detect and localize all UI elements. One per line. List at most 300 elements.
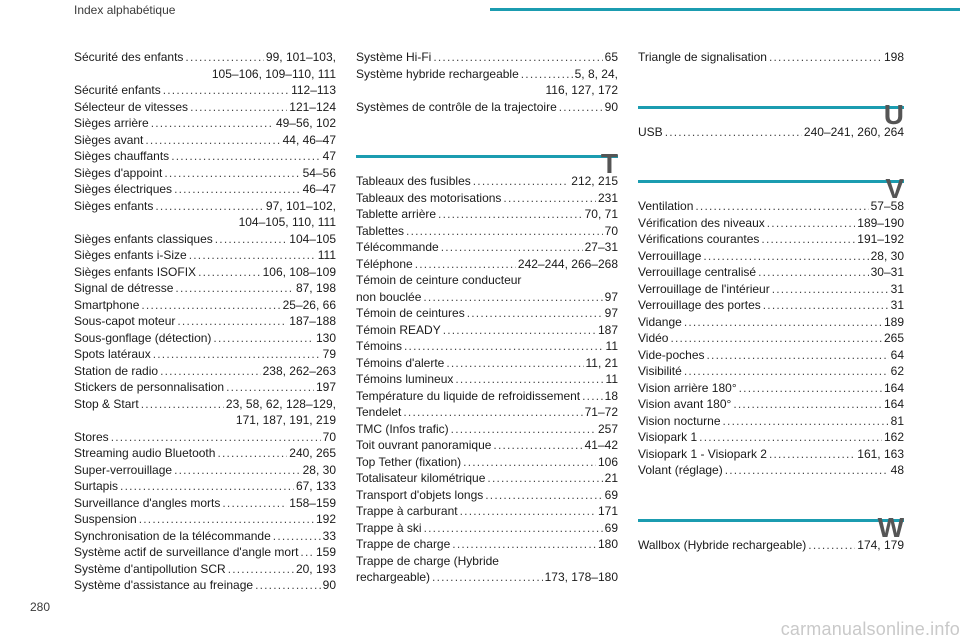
page-number: 280 xyxy=(30,600,51,614)
index-entry-line xyxy=(638,380,904,397)
index-entry xyxy=(356,239,618,256)
index-entry xyxy=(356,305,618,322)
index-entry-line xyxy=(356,470,618,487)
index-entry-line xyxy=(74,49,336,66)
index-entry-term: Triangle de signalisation xyxy=(638,50,767,64)
index-entry-pages[interactable]: 189–190 xyxy=(857,215,904,230)
index-entry-term: Sièges avant xyxy=(74,132,144,147)
index-entry xyxy=(74,462,336,479)
index-entry-line xyxy=(74,264,336,281)
index-entry xyxy=(638,231,904,248)
index-entry-line xyxy=(356,520,618,537)
index-entry xyxy=(356,173,618,190)
dot-leader xyxy=(739,380,882,397)
index-entry-line xyxy=(638,446,904,463)
index-entry-term: Sièges d'appoint xyxy=(74,165,163,180)
index-entry-pages[interactable]: 191–192 xyxy=(857,232,904,246)
index-entry-term: Top Tether (fixation) xyxy=(356,454,462,469)
index-entry-line xyxy=(356,437,618,454)
index-entry-line xyxy=(638,49,904,66)
index-entry xyxy=(356,454,618,471)
index-entry-pages[interactable]: 192 xyxy=(315,512,336,526)
dot-leader xyxy=(155,198,264,215)
dot-leader xyxy=(145,132,280,149)
index-entry-line xyxy=(74,247,336,264)
index-entry-line xyxy=(638,124,904,141)
index-entry xyxy=(638,429,904,446)
index-entry-line xyxy=(356,388,618,405)
index-entry xyxy=(74,313,336,330)
index-entry-pages[interactable]: 47 xyxy=(322,149,336,163)
index-entry-line xyxy=(638,281,904,298)
index-entry xyxy=(356,388,618,405)
dot-leader xyxy=(733,396,882,413)
index-entry-pages[interactable]: 44, 46–47 xyxy=(282,132,336,147)
index-entry-line xyxy=(356,99,618,116)
index-entry-line xyxy=(74,495,336,512)
index-entry-term: USB xyxy=(638,124,663,139)
index-entry-line xyxy=(356,66,618,83)
dot-leader xyxy=(703,248,868,265)
index-entry-term: Vision nocturne xyxy=(638,413,721,428)
index-entry-term: non bouclée xyxy=(356,289,422,304)
index-entry xyxy=(74,429,336,446)
index-entry-pages[interactable]: 69 xyxy=(604,520,618,535)
index-entry xyxy=(356,49,618,66)
dot-leader xyxy=(111,429,321,446)
dot-leader xyxy=(670,330,881,347)
index-entry-pages[interactable]: 71–72 xyxy=(584,405,618,419)
index-entry-term: Témoins d'alerte xyxy=(356,355,445,370)
header-accent-bar xyxy=(490,8,960,11)
index-entry-term: Sièges arrière xyxy=(74,116,149,130)
index-entry-line xyxy=(638,413,904,430)
index-entry xyxy=(638,248,904,265)
section-t xyxy=(356,115,618,586)
index-entry-term: Système hybride rechargeable xyxy=(356,66,519,81)
index-entry-line xyxy=(74,297,336,314)
index-entry-pages[interactable]: 25–26, 66 xyxy=(282,297,336,312)
dot-leader xyxy=(185,49,264,66)
dot-leader xyxy=(559,99,603,116)
index-entry-pages[interactable]: 212, 215 xyxy=(571,174,618,188)
index-entry-pages[interactable]: 97 xyxy=(604,289,618,304)
index-entry-pages[interactable]: 30–31 xyxy=(870,265,904,279)
index-column-3 xyxy=(638,49,904,553)
index-entry-line xyxy=(74,280,336,297)
index-entry-line xyxy=(638,248,904,265)
index-entry xyxy=(356,355,618,372)
index-entry-pages[interactable]: 164 xyxy=(883,397,904,411)
index-entry-line xyxy=(74,396,336,413)
index-entry xyxy=(74,231,336,248)
dot-leader xyxy=(767,215,856,232)
index-entry-pages[interactable]: 31 xyxy=(890,281,904,296)
dot-leader xyxy=(403,404,582,421)
index-entry-pages[interactable]: 104–105 xyxy=(289,231,336,246)
index-entry-term: Station de radio xyxy=(74,363,159,378)
dot-leader xyxy=(460,503,596,520)
index-entry-term: Trappe à ski xyxy=(356,520,422,535)
index-entry-pages[interactable]: 70, 71 xyxy=(584,207,618,221)
index-entry xyxy=(74,115,336,132)
dot-leader xyxy=(175,280,294,297)
index-entry-pages[interactable]: 106, 108–109 xyxy=(262,264,336,279)
index-entry-term-line1: Trappe de charge (Hybride xyxy=(356,553,499,568)
index-entry-line xyxy=(638,462,904,479)
index-entry-pages[interactable]: 158–159 xyxy=(289,495,336,510)
index-entry-term: Verrouillage des portes xyxy=(638,298,761,312)
intro-entries xyxy=(356,49,618,115)
dot-leader xyxy=(582,388,603,405)
section-v xyxy=(638,140,904,479)
index-entry-line xyxy=(638,363,904,380)
dot-leader xyxy=(772,281,889,298)
index-entry-pages[interactable]: 159 xyxy=(315,545,336,559)
index-entry-pages[interactable]: 121–124 xyxy=(289,99,336,114)
dot-leader xyxy=(699,429,882,446)
index-entry-pages[interactable]: 67, 133 xyxy=(295,479,336,493)
index-entry-term: Streaming audio Bluetooth xyxy=(74,446,216,460)
index-entry-pages[interactable]: 62 xyxy=(890,364,904,378)
index-entry-pages[interactable]: 111 xyxy=(317,248,336,262)
index-entry-pages[interactable]: 31 xyxy=(890,298,904,312)
dot-leader xyxy=(198,264,261,281)
index-entry xyxy=(638,537,904,554)
index-entry-line xyxy=(638,231,904,248)
index-entry-term: Tableaux des fusibles xyxy=(356,174,471,188)
index-entry-line xyxy=(356,289,618,306)
index-entry xyxy=(638,215,904,232)
index-entry-pages[interactable]: 11, 21 xyxy=(585,355,618,370)
index-entry xyxy=(74,511,336,528)
index-entry xyxy=(356,338,618,355)
index-entry-term: Volant (réglage) xyxy=(638,463,723,477)
dot-leader xyxy=(139,511,314,528)
index-entry-pages[interactable]: 20, 193 xyxy=(295,561,336,576)
index-entry-pages[interactable]: 171 xyxy=(597,504,618,518)
dot-leader xyxy=(707,347,889,364)
index-entry xyxy=(356,503,618,520)
index-entry-pages[interactable]: 65 xyxy=(604,50,618,64)
index-entry-pages[interactable]: 11 xyxy=(605,372,618,386)
index-entry xyxy=(74,247,336,264)
index-entry-pages[interactable]: 238, 262–263 xyxy=(262,363,336,378)
index-entry-line xyxy=(74,198,336,215)
index-entry-pages[interactable]: 46–47 xyxy=(302,182,336,196)
index-entry-term: Smartphone xyxy=(74,297,140,312)
index-entry-term: Wallbox (Hybride rechargeable) xyxy=(638,537,807,552)
index-entry-term: Tablettes xyxy=(356,223,405,238)
index-entry-term: Sièges enfants xyxy=(74,198,154,213)
dot-leader xyxy=(451,421,596,438)
index-entry xyxy=(638,462,904,479)
index-entry-term: Sièges enfants i-Size xyxy=(74,248,187,262)
index-entry-pages-continued[interactable]: 171, 187, 191, 219 xyxy=(235,413,336,427)
index-entry-line xyxy=(356,371,618,388)
index-entry-line xyxy=(74,462,336,479)
index-entry xyxy=(638,396,904,413)
index-entry-term: Tendelet xyxy=(356,405,402,419)
dot-leader xyxy=(684,314,882,331)
index-entry-line xyxy=(74,577,336,594)
index-entry-pages[interactable]: 97 xyxy=(604,306,618,320)
index-entry-pages-continued[interactable]: 116, 127, 172 xyxy=(545,83,618,97)
index-entry-pages[interactable]: 197 xyxy=(315,380,336,394)
dot-leader xyxy=(160,363,261,380)
index-entry-term: Transport d'objets longs xyxy=(356,487,484,502)
index-entry-pages[interactable]: 164 xyxy=(883,380,904,395)
index-entry-pages[interactable]: 21 xyxy=(604,471,618,485)
index-entry-line xyxy=(356,173,618,190)
index-entry-term: Sécurité des enfants xyxy=(74,50,184,64)
index-entry-pages[interactable]: 28, 30 xyxy=(302,462,336,477)
section-u-header xyxy=(638,66,904,130)
dot-leader xyxy=(769,446,855,463)
index-entry-line xyxy=(74,511,336,528)
dot-leader xyxy=(485,487,602,504)
index-entry xyxy=(74,561,336,578)
index-entry-pages[interactable]: 187 xyxy=(597,322,618,337)
index-entry xyxy=(356,536,618,553)
dot-leader xyxy=(467,305,603,322)
index-entry xyxy=(356,272,618,305)
dot-leader xyxy=(222,495,287,512)
section-letter-u: U xyxy=(883,98,904,130)
index-entry xyxy=(74,49,336,82)
index-entry xyxy=(638,198,904,215)
index-entry-term: Stores xyxy=(74,429,109,444)
section-v-entries xyxy=(638,198,904,479)
index-entry-pages[interactable]: 49–56, 102 xyxy=(275,116,336,130)
index-entry-pages[interactable]: 130 xyxy=(315,330,336,345)
index-entry xyxy=(74,363,336,380)
index-entry-line xyxy=(74,132,336,149)
dot-leader xyxy=(695,198,868,215)
dot-leader xyxy=(452,536,596,553)
dot-leader xyxy=(438,206,583,223)
index-entry-pages[interactable]: 70 xyxy=(604,223,618,238)
index-entry-line xyxy=(356,404,618,421)
index-entry-pages[interactable]: 198 xyxy=(883,50,904,64)
index-entry-pages[interactable]: 90 xyxy=(322,578,336,592)
index-entry xyxy=(638,380,904,397)
index-entry-line xyxy=(74,165,336,182)
index-entry-line xyxy=(74,363,336,380)
index-entry-line xyxy=(356,256,618,273)
index-entry-pages[interactable]: 187–188 xyxy=(289,314,336,328)
dot-leader xyxy=(473,173,570,190)
index-entry-term: Système Hi-Fi xyxy=(356,50,432,64)
index-entry-line xyxy=(356,322,618,339)
index-entry-pages[interactable]: 231 xyxy=(597,190,618,205)
index-entry-pages[interactable]: 87, 198 xyxy=(295,281,336,295)
section-u-entries xyxy=(638,124,904,141)
index-entry-pages[interactable]: 180 xyxy=(597,537,618,551)
index-entry-pages[interactable]: 64 xyxy=(890,347,904,362)
watermark: carmanualsonline.info xyxy=(780,619,960,639)
index-entry xyxy=(356,437,618,454)
index-entry-pages[interactable]: 90 xyxy=(604,99,618,114)
index-entry-term: Vidange xyxy=(638,314,682,329)
index-entry-term: Verrouillage xyxy=(638,248,702,263)
index-entry-pages[interactable]: 70 xyxy=(322,429,336,444)
dot-leader xyxy=(217,445,287,462)
dot-leader xyxy=(404,338,604,355)
index-entry-pages[interactable]: 33 xyxy=(322,528,336,543)
index-entry-pages[interactable]: 265 xyxy=(883,331,904,345)
index-entry-pages[interactable]: 161, 163 xyxy=(857,446,904,461)
index-entry-line xyxy=(74,445,336,462)
index-entry-term: Système d'assistance au freinage xyxy=(74,578,254,592)
index-entry-pages[interactable]: 41–42 xyxy=(584,438,618,452)
index-entry-pages[interactable]: 242–244, 266–268 xyxy=(517,256,618,271)
index-entry-line xyxy=(356,487,618,504)
dot-leader xyxy=(171,148,320,165)
index-entry-pages[interactable]: 240, 265 xyxy=(289,446,336,460)
index-entry-line xyxy=(74,99,336,116)
dot-leader xyxy=(174,181,301,198)
index-entry-term: Sécurité enfants xyxy=(74,83,161,97)
index-entry-term: rechargeable) xyxy=(356,570,431,584)
index-entry xyxy=(74,495,336,512)
index-entry-pages[interactable]: 5, 8, 24, xyxy=(574,66,618,81)
index-entry xyxy=(74,577,336,594)
index-entry-pages[interactable]: 57–58 xyxy=(870,199,904,213)
index-entry-line xyxy=(638,297,904,314)
dot-leader xyxy=(177,313,287,330)
index-entry-term: Totalisateur kilométrique xyxy=(356,471,486,485)
index-entry-term: Tableaux des motorisations xyxy=(356,190,502,205)
index-entry-pages[interactable]: 106 xyxy=(597,454,618,469)
dot-leader xyxy=(423,289,602,306)
index-entry-term: Température du liquide de refroidissement xyxy=(356,388,581,403)
index-entry-line xyxy=(638,330,904,347)
index-entry-pages[interactable]: 23, 58, 62, 128–129, xyxy=(225,396,336,411)
index-entry-term: Vérifications courantes xyxy=(638,232,760,246)
index-entry-term: Surtapis xyxy=(74,479,119,493)
section-divider xyxy=(638,519,904,522)
dot-leader xyxy=(769,49,882,66)
index-entry-term: Sièges chauffants xyxy=(74,149,170,163)
dot-leader xyxy=(215,231,288,248)
index-entry-pages[interactable]: 162 xyxy=(883,430,904,444)
index-entry xyxy=(638,124,904,141)
dot-leader xyxy=(151,115,274,132)
index-entry-term: Trappe à carburant xyxy=(356,504,458,518)
index-entry-line xyxy=(356,503,618,520)
section-divider xyxy=(638,106,904,109)
index-entry-pages[interactable]: 54–56 xyxy=(302,165,336,180)
index-entry xyxy=(74,544,336,561)
index-entry-pages[interactable]: 173, 178–180 xyxy=(544,570,618,584)
index-entry-term: Tablette arrière xyxy=(356,207,437,221)
index-entry-term: Stickers de personnalisation xyxy=(74,380,225,394)
index-entry-pages-continued[interactable]: 104–105, 110, 111 xyxy=(238,215,336,229)
index-entry-pages[interactable]: 257 xyxy=(597,421,618,436)
index-entry xyxy=(356,421,618,438)
index-entry xyxy=(356,487,618,504)
dot-leader xyxy=(725,462,889,479)
index-entry xyxy=(74,396,336,429)
section-letter-w: W xyxy=(877,511,904,543)
index-entry-term: Sous-capot moteur xyxy=(74,314,176,328)
dot-leader xyxy=(255,577,321,594)
index-entry-pages-continued[interactable]: 105–106, 109–110, 111 xyxy=(211,66,336,81)
index-entry xyxy=(638,297,904,314)
index-entry-line xyxy=(638,314,904,331)
index-entry-line xyxy=(74,231,336,248)
index-entry-term: Super-verrouillage xyxy=(74,462,173,477)
dot-leader xyxy=(120,478,294,495)
index-entry xyxy=(356,470,618,487)
index-entry-term: Visibilité xyxy=(638,364,682,378)
intro-entries xyxy=(638,49,904,66)
dot-leader xyxy=(153,346,321,363)
index-entry xyxy=(356,223,618,240)
dot-leader xyxy=(808,537,855,554)
dot-leader xyxy=(141,396,224,413)
dot-leader xyxy=(433,49,602,66)
dot-leader xyxy=(406,223,603,240)
index-entry-term: Toit ouvrant panoramique xyxy=(356,438,492,452)
index-entry xyxy=(356,99,618,116)
index-entry xyxy=(74,181,336,198)
index-entry-term: Signal de détresse xyxy=(74,281,174,295)
section-t-entries xyxy=(356,173,618,586)
index-entry-pages[interactable]: 79 xyxy=(322,347,336,361)
index-entry-pages[interactable]: 69 xyxy=(604,487,618,502)
index-entry-pages[interactable]: 97, 101–102, xyxy=(265,198,336,213)
section-u xyxy=(638,66,904,141)
index-entry-line xyxy=(356,305,618,322)
index-entry-pages[interactable]: 174, 179 xyxy=(857,537,904,552)
index-entry-term: Système actif de surveillance d'angle mort xyxy=(74,545,299,559)
index-entry-pages[interactable]: 240–241, 260, 264 xyxy=(803,124,904,139)
index-entry-pages[interactable]: 11 xyxy=(605,339,618,353)
index-entry-pages[interactable]: 27–31 xyxy=(584,240,618,254)
index-entry-term: Verrouillage de l'intérieur xyxy=(638,281,770,296)
dot-leader xyxy=(443,322,596,339)
dot-leader xyxy=(424,520,603,537)
index-entry-line xyxy=(356,49,618,66)
index-entry xyxy=(638,363,904,380)
index-entry xyxy=(356,520,618,537)
index-entry-line xyxy=(356,338,618,355)
dot-leader xyxy=(455,371,603,388)
dot-leader xyxy=(141,297,280,314)
index-entry-pages[interactable]: 189 xyxy=(883,314,904,329)
index-entry-term: Vérification des niveaux xyxy=(638,215,765,230)
index-entry-line xyxy=(356,206,618,223)
index-entry-pages[interactable]: 48 xyxy=(890,463,904,477)
index-entry-term: Systèmes de contrôle de la trajectoire xyxy=(356,99,557,114)
index-entry-term: Ventilation xyxy=(638,199,694,213)
dot-leader xyxy=(463,454,596,471)
dot-leader xyxy=(189,247,316,264)
index-entry-term: Synchronisation de la télécommande xyxy=(74,528,271,543)
index-entry-pages[interactable]: 28, 30 xyxy=(870,248,904,263)
index-entry-pages[interactable]: 81 xyxy=(890,413,904,428)
index-entry-pages[interactable]: 112–113 xyxy=(291,83,336,97)
index-entry-pages[interactable]: 18 xyxy=(604,388,618,403)
dot-leader xyxy=(761,231,855,248)
index-entry-pages[interactable]: 99, 101–103, xyxy=(265,50,336,64)
index-entry-term: Stop & Start xyxy=(74,396,139,411)
index-entry-line xyxy=(74,544,336,561)
section-divider xyxy=(356,155,618,158)
dot-leader xyxy=(487,470,602,487)
